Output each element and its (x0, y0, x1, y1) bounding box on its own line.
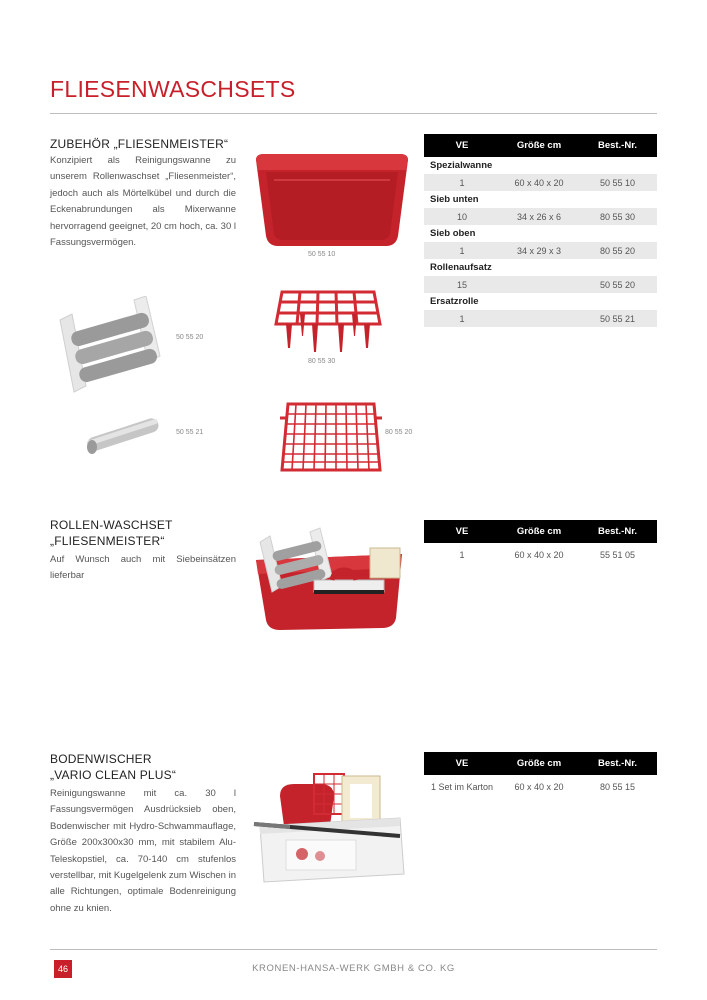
roller-attachment-image (56, 296, 164, 394)
section2-title-line2: „FLIESENMEISTER“ (50, 534, 165, 548)
cell-ve: 1 (424, 310, 500, 327)
category-label: Ersatzrolle (430, 296, 479, 307)
header-order: Best.-Nr. (578, 752, 657, 775)
section2-title-line1: ROLLEN-WASCHSET (50, 518, 173, 532)
cell-order: 80 55 20 (578, 242, 657, 259)
footer-rule (50, 949, 657, 950)
table-row (424, 242, 657, 259)
cell-size: 60 x 40 x 20 (514, 781, 564, 792)
table-row (424, 208, 657, 225)
roller-set-image (252, 520, 412, 632)
header-ve: VE (424, 752, 500, 775)
section3-title-line1: BODENWISCHER (50, 752, 152, 766)
category-label: Rollenaufsatz (430, 262, 492, 273)
cell-order: 80 55 30 (578, 208, 657, 225)
section2-table (424, 520, 657, 563)
cell-order: 55 51 05 (599, 549, 636, 560)
header-order: Best.-Nr. (578, 520, 657, 543)
category-label: Sieb oben (430, 228, 476, 239)
section3-table (424, 752, 657, 795)
cell-ve: 15 (424, 276, 500, 293)
table-row (424, 276, 657, 293)
code-grid-bottom: 80 55 30 (308, 358, 336, 365)
tub-image (252, 150, 412, 250)
cell-size: 34 x 26 x 6 (500, 208, 578, 225)
header-ve: VE (424, 520, 500, 543)
header-size: Größe cm (500, 134, 578, 157)
section1-table (424, 134, 657, 327)
cell-ve: 1 Set im Karton (430, 781, 494, 792)
section3-description: Reinigungswanne mit ca. 30 l Fassungsvermögen Ausdrücksieb oben, Bodenwischer mit Hydro-Schwammauflage, Größe 200x300x30 mm, mit stabilem Alu-Teleskopstiel, ca. 70-140 cm stufenlos verstellbar, mit Kugelgelenk zum Wischen in alle Richtungen, optimale Bodenreinigung ohne zu knien. (50, 788, 236, 914)
page-number: 46 (54, 960, 72, 978)
footer-company: KRONEN-HANSA-WERK GMBH & CO. KG (252, 963, 455, 974)
section3-title (50, 751, 176, 783)
cell-ve: 10 (424, 208, 500, 225)
header-order: Best.-Nr. (578, 134, 657, 157)
table-row (424, 546, 657, 563)
category-label: Sieb unten (430, 194, 479, 205)
code-tub: 50 55 10 (308, 251, 336, 258)
cell-ve: 1 (424, 174, 500, 191)
code-spare-roll: 50 55 21 (176, 429, 204, 436)
section1-description: Konzipiert als Reinigungswanne zu unserem Rollenwaschset „Fliesenmeister“, jedoch auch als Mörtelkübel und durch die Eckenabrundungen als Mixerwanne hervorragend geeignet, 20 cm hoch, ca. 30 l Fassungsvermögen. (50, 155, 236, 249)
code-roller: 50 55 20 (176, 334, 204, 341)
header-rule (50, 113, 657, 114)
category-label: Spezialwanne (430, 160, 493, 171)
section1-title: ZUBEHÖR „FLIESENMEISTER“ (50, 137, 229, 151)
section2-description: Auf Wunsch auch mit Siebeinsätzen lieferbar (50, 554, 236, 582)
cell-order: 80 55 15 (599, 781, 636, 792)
header-size: Größe cm (500, 752, 578, 775)
cell-order: 50 55 10 (578, 174, 657, 191)
cell-ve: 1 (459, 549, 465, 560)
code-grid-top: 80 55 20 (385, 429, 413, 436)
cell-size: 60 x 40 x 20 (514, 549, 564, 560)
header-ve: VE (424, 134, 500, 157)
table-row (424, 174, 657, 191)
grid-top-image (280, 400, 382, 474)
page-title: FLIESENWASCHSETS (50, 76, 296, 102)
cell-size: 60 x 40 x 20 (500, 174, 578, 191)
table-row (424, 778, 657, 795)
floor-mop-set-image (250, 766, 412, 890)
section2-title (50, 517, 173, 549)
header-size: Größe cm (500, 520, 578, 543)
spare-roll-image (80, 412, 164, 460)
cell-order: 50 55 20 (578, 276, 657, 293)
grid-bottom-image (272, 284, 384, 356)
table-row (424, 310, 657, 327)
cell-ve: 1 (424, 242, 500, 259)
section3-title-line2: „VARIO CLEAN PLUS“ (50, 768, 177, 782)
cell-order: 50 55 21 (578, 310, 657, 327)
cell-size (500, 276, 578, 293)
cell-size: 34 x 29 x 3 (500, 242, 578, 259)
cell-size (500, 310, 578, 327)
